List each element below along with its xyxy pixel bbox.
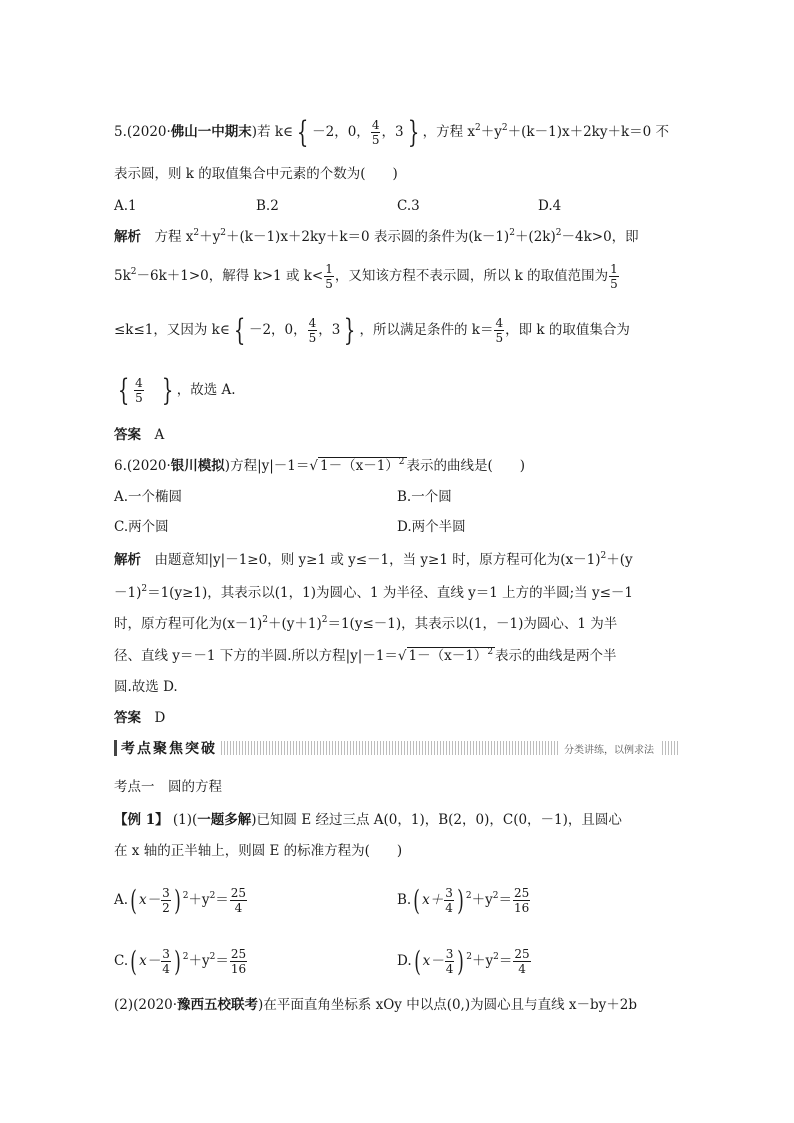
sup: 2 bbox=[509, 228, 515, 238]
solution-label: 解析 bbox=[114, 229, 141, 245]
fraction bbox=[134, 376, 144, 405]
frac-den: 4 bbox=[162, 962, 170, 976]
fraction bbox=[161, 947, 171, 976]
q5-eq-a: ，方程 x bbox=[422, 124, 476, 140]
fraction bbox=[444, 886, 454, 915]
frac-num: 3 bbox=[445, 886, 453, 900]
text: ，故选 A. bbox=[176, 382, 236, 398]
text: ＋(y＋1) bbox=[267, 616, 322, 632]
q6-answer bbox=[114, 708, 165, 728]
q6-source: 银川模拟 bbox=[170, 458, 225, 474]
q5-option-b: B.2 bbox=[256, 198, 279, 214]
text: 方程 x bbox=[154, 229, 194, 245]
example-line-2: 在 x 轴的正半轴上，则圆 E 的标准方程为( ) bbox=[114, 843, 403, 859]
fraction bbox=[161, 886, 171, 915]
right-brace: } bbox=[407, 114, 419, 150]
frac-num: 4 bbox=[495, 316, 504, 330]
sup: 2 bbox=[600, 551, 607, 561]
q5-set-items: －2，0， bbox=[312, 124, 370, 140]
right-brace: } bbox=[161, 372, 173, 408]
left-brace: { bbox=[296, 114, 309, 150]
sup: 2 bbox=[492, 891, 499, 901]
text: ，又知该方程不表示圆，所以 k 的取值范围为 bbox=[334, 268, 609, 284]
frac-den: 4 bbox=[445, 901, 453, 915]
text: ＝1(y≤－1)，其表示以(1，－1)为圆心、1 为半 bbox=[327, 616, 618, 632]
frac-den: 4 bbox=[234, 901, 243, 915]
q5-eq-b: ＋y bbox=[480, 124, 502, 140]
text: －4k>0，即 bbox=[561, 229, 639, 245]
example-line-1 bbox=[114, 810, 622, 830]
text: ＋y bbox=[188, 953, 210, 969]
text: x－ bbox=[139, 953, 161, 969]
q6-solution-line-1 bbox=[114, 550, 633, 570]
frac-num: 3 bbox=[162, 947, 170, 961]
frac-num: 25 bbox=[513, 886, 530, 900]
sup: 2 bbox=[209, 891, 216, 901]
example-label: 【例 1】 bbox=[114, 812, 169, 828]
sup: 2 bbox=[209, 952, 216, 962]
frac-den: 5 bbox=[325, 277, 333, 291]
frac-den: 5 bbox=[610, 277, 618, 291]
q5-answer bbox=[114, 425, 164, 445]
frac-num: 4 bbox=[371, 118, 380, 132]
text: ＋(y bbox=[606, 552, 633, 568]
frac-den: 5 bbox=[371, 133, 380, 147]
q6-option-b: B.一个圆 bbox=[397, 489, 452, 505]
text: ＋y bbox=[472, 953, 494, 969]
sup: 2 bbox=[466, 952, 473, 962]
sup: 2 bbox=[398, 457, 405, 467]
frac-den: 16 bbox=[230, 962, 247, 976]
section-heading: 考点一 圆的方程 bbox=[114, 779, 222, 795]
answer-label: 答案 bbox=[114, 710, 141, 726]
q5-line-2: 表示圆，则 k 的取值集合中元素的个数为( ) bbox=[114, 166, 398, 182]
sup: 2 bbox=[501, 123, 508, 133]
left-brace: { bbox=[117, 372, 130, 408]
fraction bbox=[230, 886, 247, 915]
text: ，所以满足条件的 k＝ bbox=[359, 322, 494, 338]
banner-title: 考点聚焦突破 bbox=[121, 741, 217, 757]
text: ＋y bbox=[471, 892, 493, 908]
frac-num: 4 bbox=[308, 316, 317, 330]
text: 表示的曲线是( ) bbox=[406, 458, 526, 474]
q6-line-1 bbox=[114, 456, 525, 476]
frac-num: 25 bbox=[230, 886, 247, 900]
text: ，即 k 的取值集合为 bbox=[505, 322, 630, 338]
left-paren: ( bbox=[130, 883, 137, 917]
q5-source: 佛山一中期末 bbox=[170, 124, 252, 140]
text: x－ bbox=[138, 892, 161, 908]
sqrt-sign: √ bbox=[397, 648, 407, 664]
sup: 2 bbox=[555, 228, 562, 238]
q5-set-fraction bbox=[371, 118, 381, 147]
left-paren: ( bbox=[130, 944, 137, 978]
frac-den: 4 bbox=[518, 962, 526, 976]
example-option-a bbox=[114, 883, 248, 917]
fraction bbox=[513, 886, 530, 915]
frac-num: 25 bbox=[230, 947, 247, 961]
text: )已知圆 E 经过三点 A(0，1)，B(2，0)，C(0，－1)，且圆心 bbox=[251, 812, 622, 828]
frac-num: 3 bbox=[445, 947, 454, 961]
example-part-2 bbox=[114, 995, 637, 1015]
sup: 2 bbox=[182, 891, 189, 901]
fraction bbox=[324, 262, 334, 291]
q5-solution-line-1 bbox=[114, 227, 639, 247]
q5-option-d: D.4 bbox=[538, 198, 562, 214]
sup: 2 bbox=[130, 267, 137, 277]
text: ＋y bbox=[188, 892, 210, 908]
q5-line-1 bbox=[114, 114, 670, 150]
text: (2)(2020· bbox=[114, 997, 178, 1013]
text: ≤k≤1，又因为 k∈ bbox=[114, 322, 230, 338]
sup: 2 bbox=[182, 952, 189, 962]
q6-source-prefix: 6.(2020· bbox=[114, 458, 171, 474]
right-paren: ) bbox=[173, 883, 181, 917]
answer-label: 答案 bbox=[114, 427, 141, 443]
left-brace: { bbox=[233, 312, 246, 348]
frac-num: 4 bbox=[135, 376, 143, 390]
text: x－ bbox=[422, 953, 444, 969]
right-paren: ) bbox=[457, 944, 465, 978]
q5-solution-line-4 bbox=[114, 372, 236, 408]
frac-num: 25 bbox=[514, 947, 530, 961]
text: (1)( bbox=[172, 812, 198, 828]
text: ，3 bbox=[318, 322, 341, 338]
q6-solution-line-3 bbox=[114, 614, 617, 634]
option-label: D. bbox=[397, 953, 412, 969]
text: ＋(k－1)x＋2ky＋k＝0 表示圆的条件为(k－1) bbox=[226, 229, 510, 245]
text: ＝ bbox=[498, 892, 512, 908]
q5-eq-c: ＋(k－1)x＋2ky＋k＝0 不 bbox=[507, 124, 670, 140]
frac-den: 5 bbox=[495, 331, 504, 345]
sup: 2 bbox=[220, 228, 227, 238]
text: 表示的曲线是两个半 bbox=[495, 648, 617, 664]
frac-den: 5 bbox=[135, 391, 143, 405]
sup: 2 bbox=[262, 615, 268, 625]
q5-solution-line-2 bbox=[114, 262, 620, 291]
text: ＋y bbox=[199, 229, 221, 245]
solution-label: 解析 bbox=[114, 552, 141, 568]
sqrt-sign: √ bbox=[309, 458, 318, 474]
banner-subtitle: 分类讲练，以例求法 bbox=[558, 741, 660, 756]
text: 时，原方程可化为(x－1) bbox=[114, 616, 263, 632]
text: )为圆心且与直线 x－by＋2b bbox=[464, 997, 638, 1013]
text: －1) bbox=[114, 585, 142, 601]
banner-bar bbox=[114, 740, 117, 756]
q5-text: )若 k∈ bbox=[251, 124, 294, 140]
sqrt-text: 1－（x－1） bbox=[320, 458, 399, 474]
sup: 2 bbox=[141, 584, 148, 594]
q5-solution-line-3 bbox=[114, 312, 630, 348]
fraction bbox=[513, 947, 530, 976]
option-label: A. bbox=[114, 892, 129, 908]
answer-value: A bbox=[154, 427, 165, 443]
sqrt-text: 1－（x－1） bbox=[408, 648, 488, 664]
text: )方程|y|－1＝ bbox=[224, 458, 310, 474]
option-label: B. bbox=[397, 892, 412, 908]
q5-option-c: C.3 bbox=[397, 198, 420, 214]
example-option-b bbox=[397, 883, 531, 917]
text: ＋(2k) bbox=[514, 229, 556, 245]
sup: 2 bbox=[493, 952, 499, 962]
frac-num: 3 bbox=[162, 886, 170, 900]
text: 一题多解 bbox=[197, 812, 252, 828]
option-label: C. bbox=[114, 953, 129, 969]
q6-solution-line-4 bbox=[114, 646, 617, 666]
frac-num: 1 bbox=[325, 262, 333, 276]
sup: 2 bbox=[465, 891, 472, 901]
text: 径、直线 y＝－1 下方的半圆.所以方程|y|－1＝ bbox=[114, 648, 398, 664]
right-paren: ) bbox=[457, 883, 464, 917]
q6-option-d: D.两个半圆 bbox=[397, 519, 466, 535]
right-paren: ) bbox=[174, 944, 181, 978]
sup: 2 bbox=[193, 228, 200, 238]
q6-solution-line-5: 圆.故选 D. bbox=[114, 679, 178, 695]
sup: 2 bbox=[321, 615, 328, 625]
q5-option-a: A.1 bbox=[114, 198, 137, 214]
answer-value: D bbox=[154, 710, 166, 726]
sup: 2 bbox=[487, 647, 494, 657]
frac-den: 5 bbox=[308, 331, 317, 345]
fraction bbox=[230, 947, 247, 976]
q5-source-prefix: 5.(2020· bbox=[114, 124, 171, 140]
fraction bbox=[494, 316, 504, 345]
frac-num: 1 bbox=[610, 262, 618, 276]
text: ＝1(y≥1)，其表示以(1，1)为圆心、1 为半径、直线 y＝1 上方的半圆;当 y≤－1 bbox=[147, 585, 634, 601]
text: )在平面直角坐标系 xOy 中以点(0, bbox=[258, 997, 465, 1013]
text: x＋ bbox=[422, 892, 444, 908]
frac-den: 16 bbox=[513, 901, 530, 915]
sqrt-body bbox=[407, 647, 496, 664]
q6-option-a: A.一个椭圆 bbox=[114, 489, 183, 505]
frac-den: 2 bbox=[162, 901, 170, 915]
text: －6k＋1>0，解得 k>1 或 k< bbox=[136, 268, 324, 284]
q5-set-tail: ，3 bbox=[381, 124, 404, 140]
sup: 2 bbox=[475, 123, 481, 133]
text: 豫西五校联考 bbox=[177, 997, 259, 1013]
text: －2，0， bbox=[248, 322, 307, 338]
text: 由题意知|y|－1≥0，则 y≥1 或 y≤－1，当 y≥1 时，原方程可化为(x－1) bbox=[154, 552, 601, 568]
fraction bbox=[308, 316, 318, 345]
text: ＝ bbox=[215, 892, 229, 908]
text: ＝ bbox=[215, 953, 229, 969]
frac-den: 4 bbox=[445, 962, 454, 976]
text: 5k bbox=[114, 268, 131, 284]
fraction bbox=[609, 262, 619, 291]
fraction bbox=[445, 947, 455, 976]
right-brace: } bbox=[344, 312, 356, 348]
text: ＝ bbox=[498, 953, 513, 969]
example-option-c bbox=[114, 944, 248, 978]
sqrt-body bbox=[318, 457, 407, 474]
example-option-d bbox=[397, 944, 532, 978]
left-paren: ( bbox=[413, 944, 421, 978]
section-banner bbox=[114, 739, 680, 757]
left-paren: ( bbox=[413, 883, 420, 917]
q6-option-c: C.两个圆 bbox=[114, 519, 169, 535]
q6-solution-line-2 bbox=[114, 583, 633, 603]
